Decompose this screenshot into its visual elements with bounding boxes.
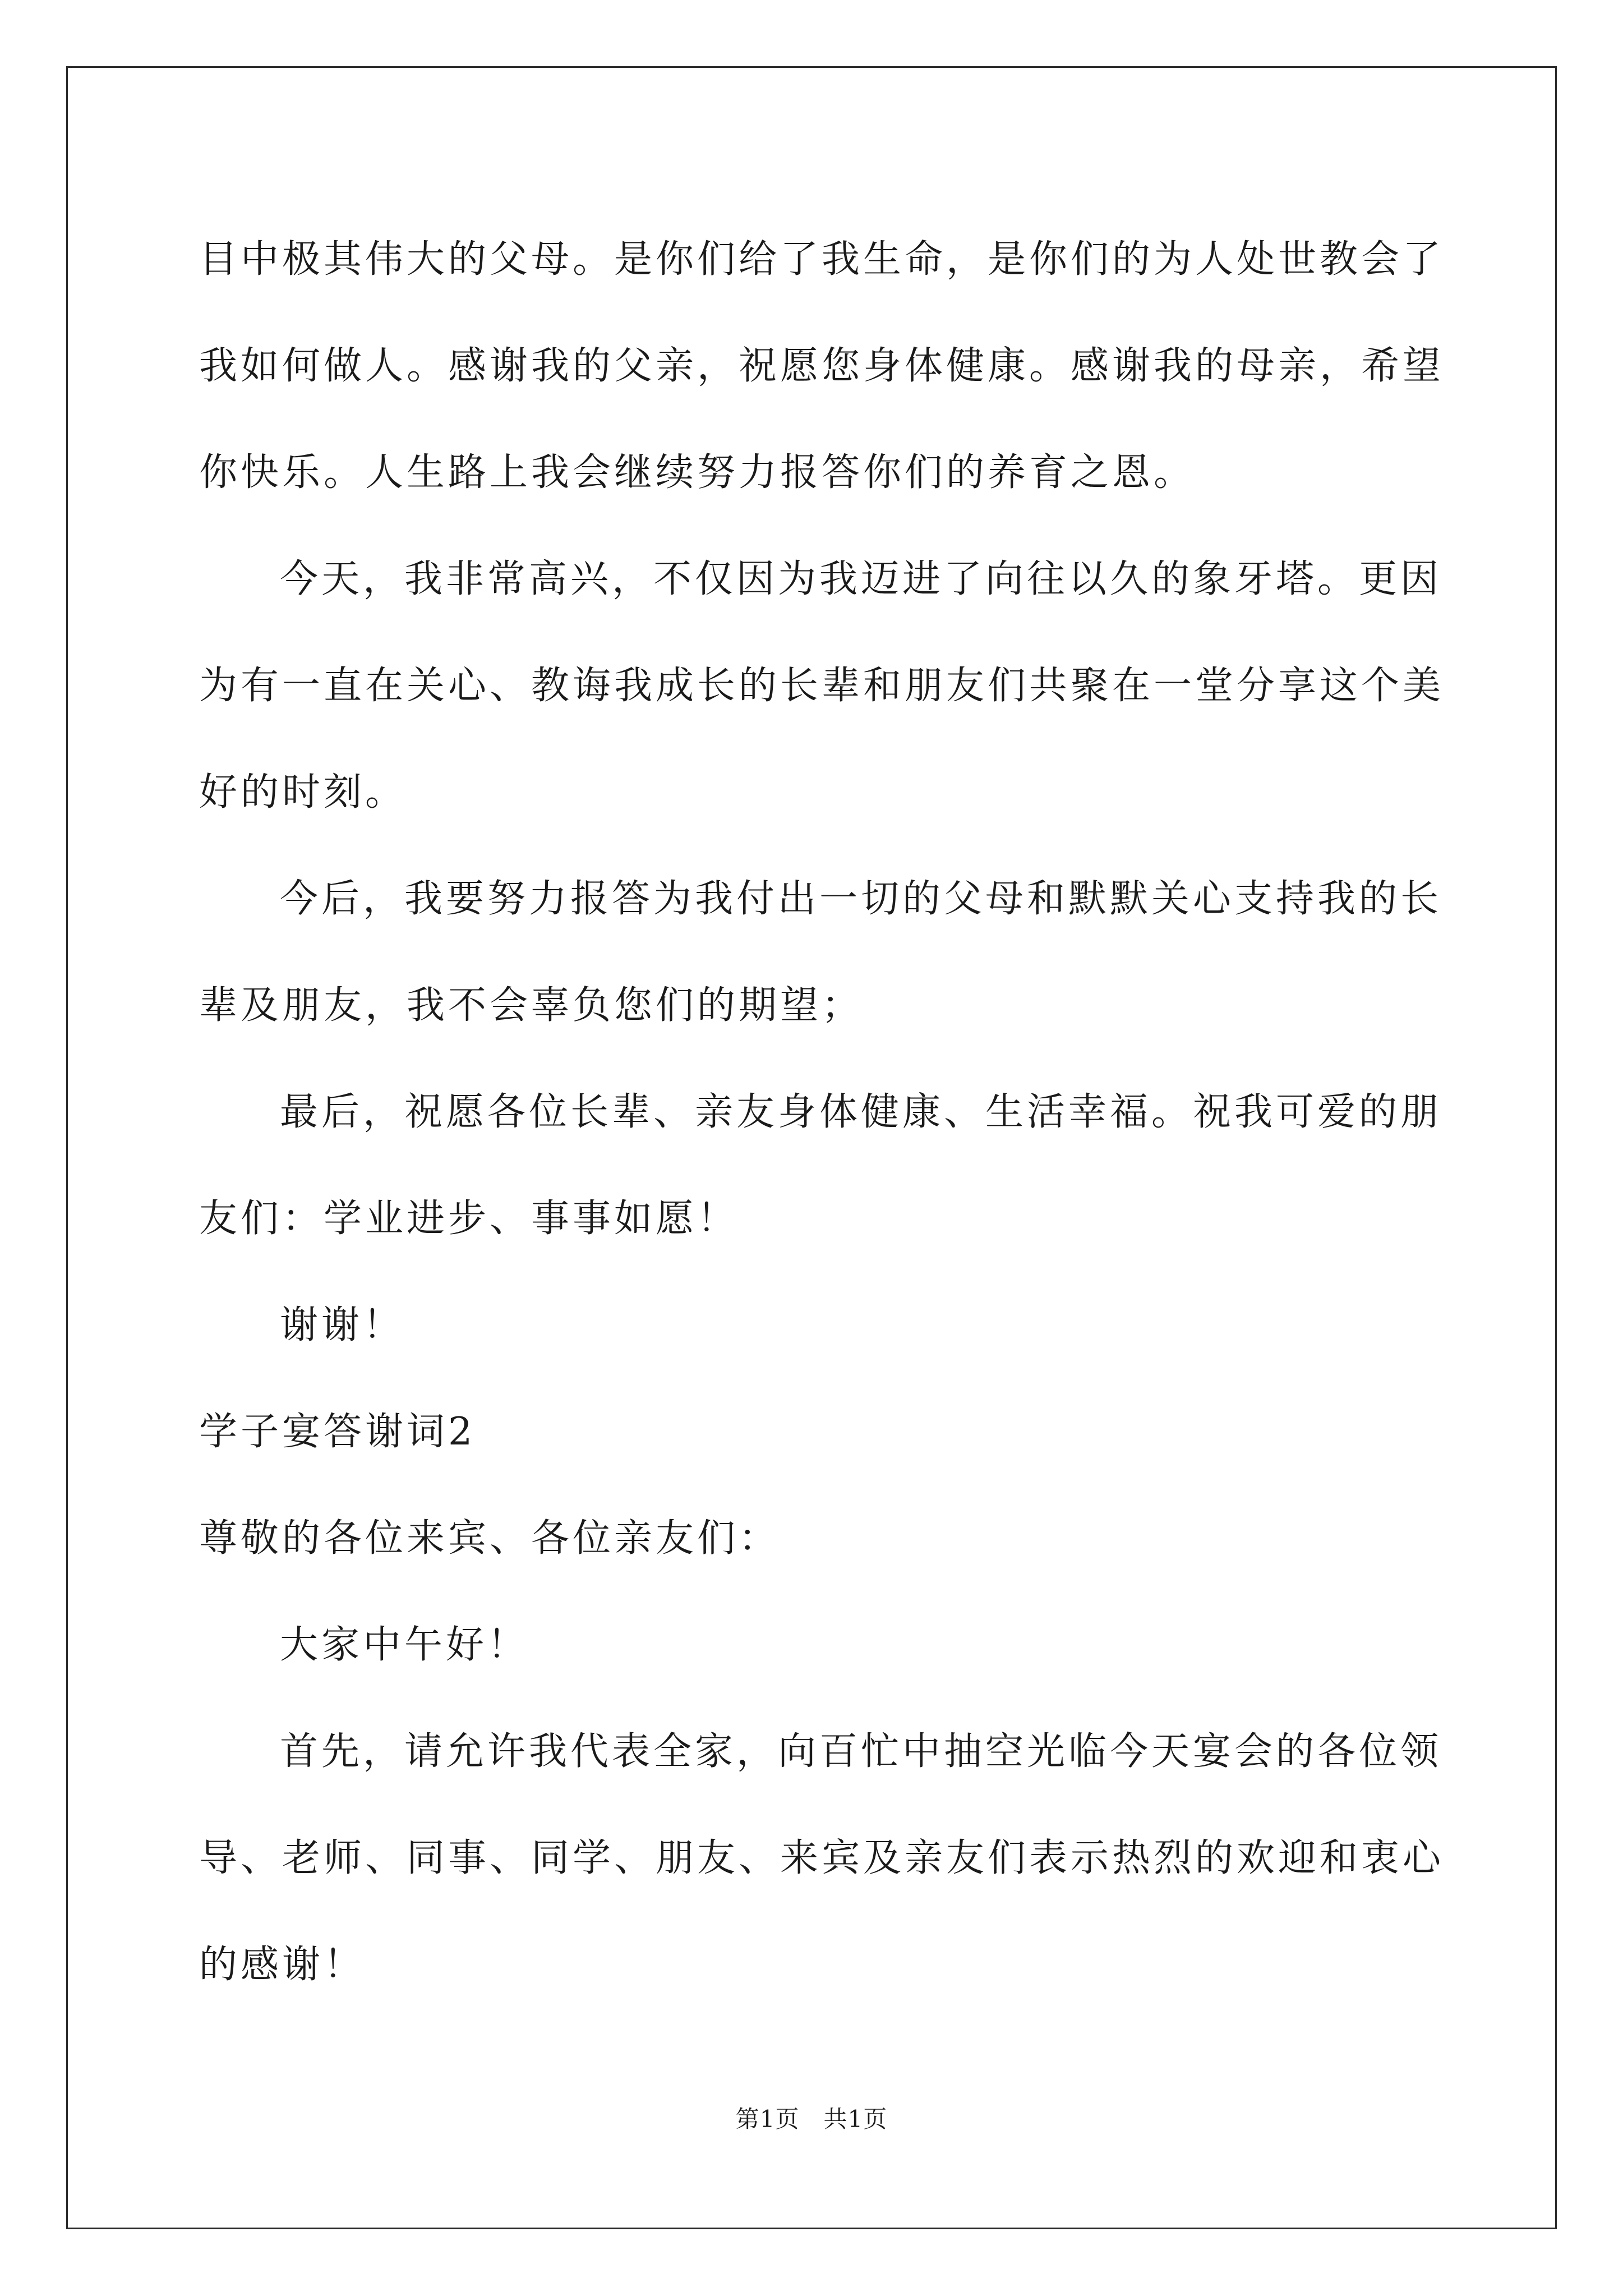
text-line: 好的时刻。 xyxy=(199,770,407,815)
section-heading: 学子宴答谢词2 xyxy=(199,1410,476,1454)
greeting: 大家中午好！ xyxy=(280,1623,529,1667)
text-line: 你快乐。人生路上我会继续努力报答你们的养育之恩。 xyxy=(199,450,1196,495)
text-line: 今后，我要努力报答为我付出一切的父母和默默关心支持我的长 xyxy=(280,877,1442,921)
text-line: 导、老师、同事、同学、朋友、来宾及亲友们表示热烈的欢迎和衷心 xyxy=(199,1836,1445,1880)
text-line: 今天，我非常高兴，不仅因为我迈进了向往以久的象牙塔。更因 xyxy=(280,557,1442,601)
text-line: 目中极其伟大的父母。是你们给了我生命，是你们的为人处世教会了 xyxy=(199,237,1445,282)
salutation: 尊敬的各位来宾、各位亲友们： xyxy=(199,1516,781,1561)
text-line: 我如何做人。感谢我的父亲，祝愿您身体健康。感谢我的母亲，希望 xyxy=(199,344,1445,388)
text-line: 谢谢！ xyxy=(280,1303,405,1347)
text-line: 友们：学业进步、事事如愿！ xyxy=(199,1197,739,1241)
text-line: 的感谢！ xyxy=(199,1943,366,1987)
document-body xyxy=(199,206,1445,2018)
text-line: 最后，祝愿各位长辈、亲友身体健康、生活幸福。祝我可爱的朋 xyxy=(280,1090,1442,1134)
text-line: 辈及朋友，我不会辜负您们的期望； xyxy=(199,983,864,1028)
text-line: 首先，请允许我代表全家，向百忙中抽空光临今天宴会的各位领 xyxy=(280,1729,1442,1774)
text-line: 为有一直在关心、教诲我成长的长辈和朋友们共聚在一堂分享这个美 xyxy=(199,664,1445,708)
page-number-footer: 第1页 共1页 xyxy=(735,2105,888,2133)
